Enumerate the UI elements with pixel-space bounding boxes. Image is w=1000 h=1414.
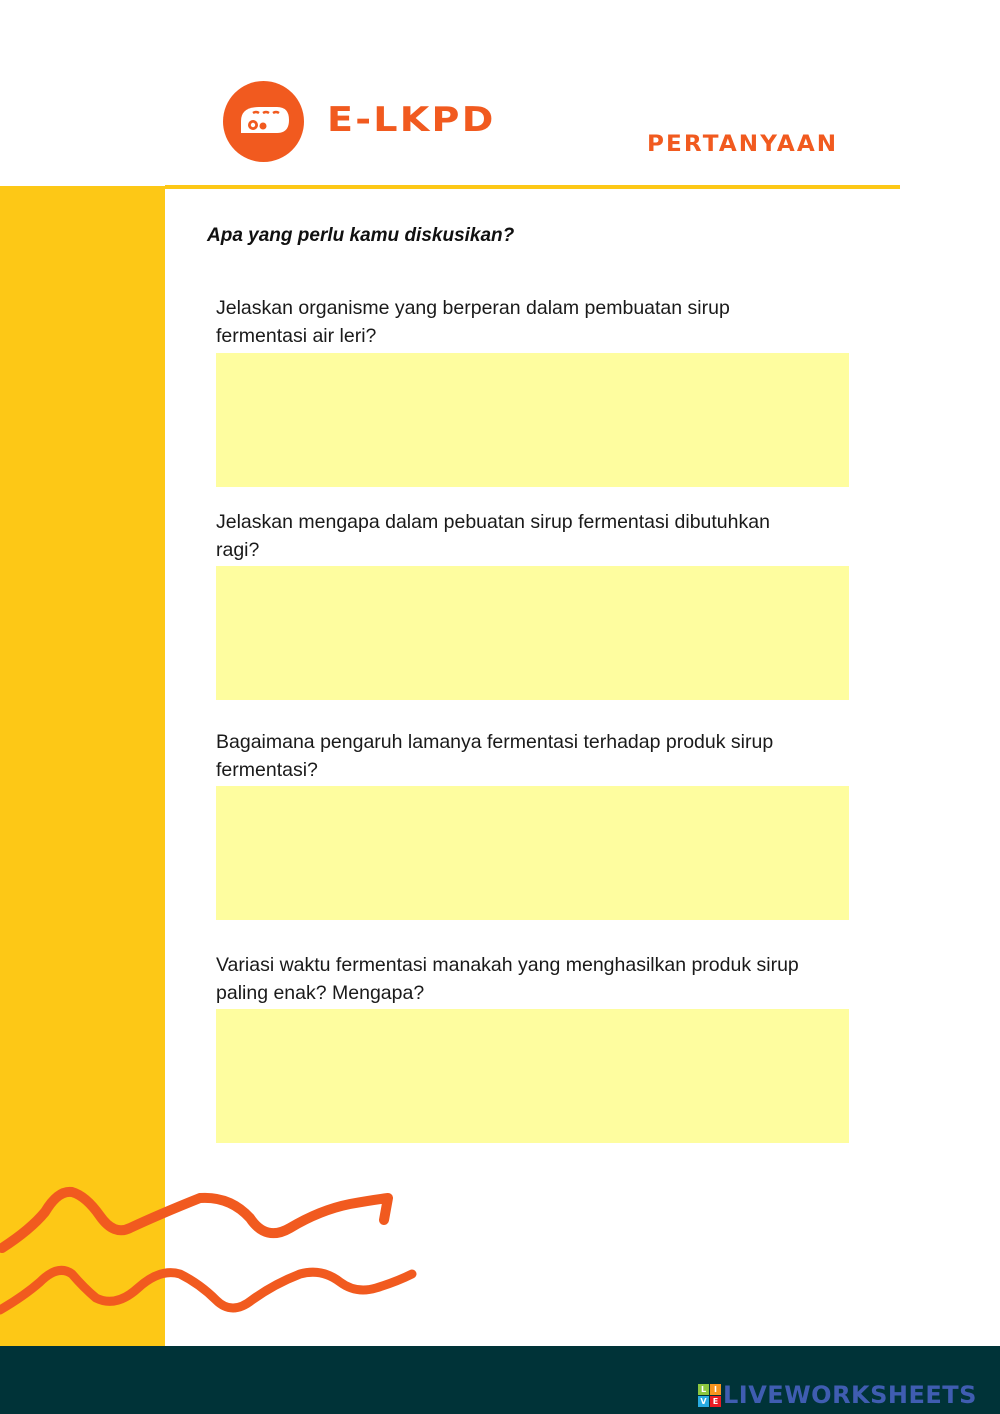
brand-text: LIVEWORKSHEETS (723, 1381, 977, 1409)
question-1 (216, 294, 876, 350)
brand-letter-e: E (710, 1396, 721, 1407)
bread-loaf-icon (223, 81, 304, 162)
header-divider (165, 185, 900, 189)
question-2 (216, 508, 876, 564)
discussion-prompt: Apa yang perlu kamu diskusikan? (207, 225, 515, 246)
brand-logo-grid (698, 1384, 721, 1407)
answer-field-3[interactable] (216, 786, 849, 920)
brand-letter-l: L (698, 1384, 709, 1395)
question-2-line-2: ragi? (216, 539, 260, 561)
brand-letter-i: I (710, 1384, 721, 1395)
question-1-line-1: Jelaskan organisme yang berperan dalam pembuatan sirup (216, 297, 730, 319)
question-4 (216, 951, 876, 1007)
logo-text: E-LKPD (327, 100, 496, 140)
answer-field-2[interactable] (216, 566, 849, 700)
zigzag-squiggle (0, 1170, 430, 1340)
liveworksheets-brand[interactable] (698, 1380, 977, 1410)
question-4-line-1: Variasi waktu fermentasi manakah yang menghasilkan produk sirup (216, 954, 799, 976)
question-3 (216, 728, 876, 784)
question-4-line-2: paling enak? Mengapa? (216, 982, 425, 1004)
question-3-line-1: Bagaimana pengaruh lamanya fermentasi terhadap produk sirup (216, 731, 774, 753)
question-3-line-2: fermentasi? (216, 759, 318, 781)
question-1-line-2: fermentasi air leri? (216, 325, 377, 347)
section-title: PERTANYAAN (647, 132, 839, 157)
answer-field-4[interactable] (216, 1009, 849, 1143)
question-2-line-1: Jelaskan mengapa dalam pebuatan sirup fermentasi dibutuhkan (216, 511, 770, 533)
brand-letter-v: V (698, 1396, 709, 1407)
logo-badge (223, 81, 304, 162)
answer-field-1[interactable] (216, 353, 849, 487)
